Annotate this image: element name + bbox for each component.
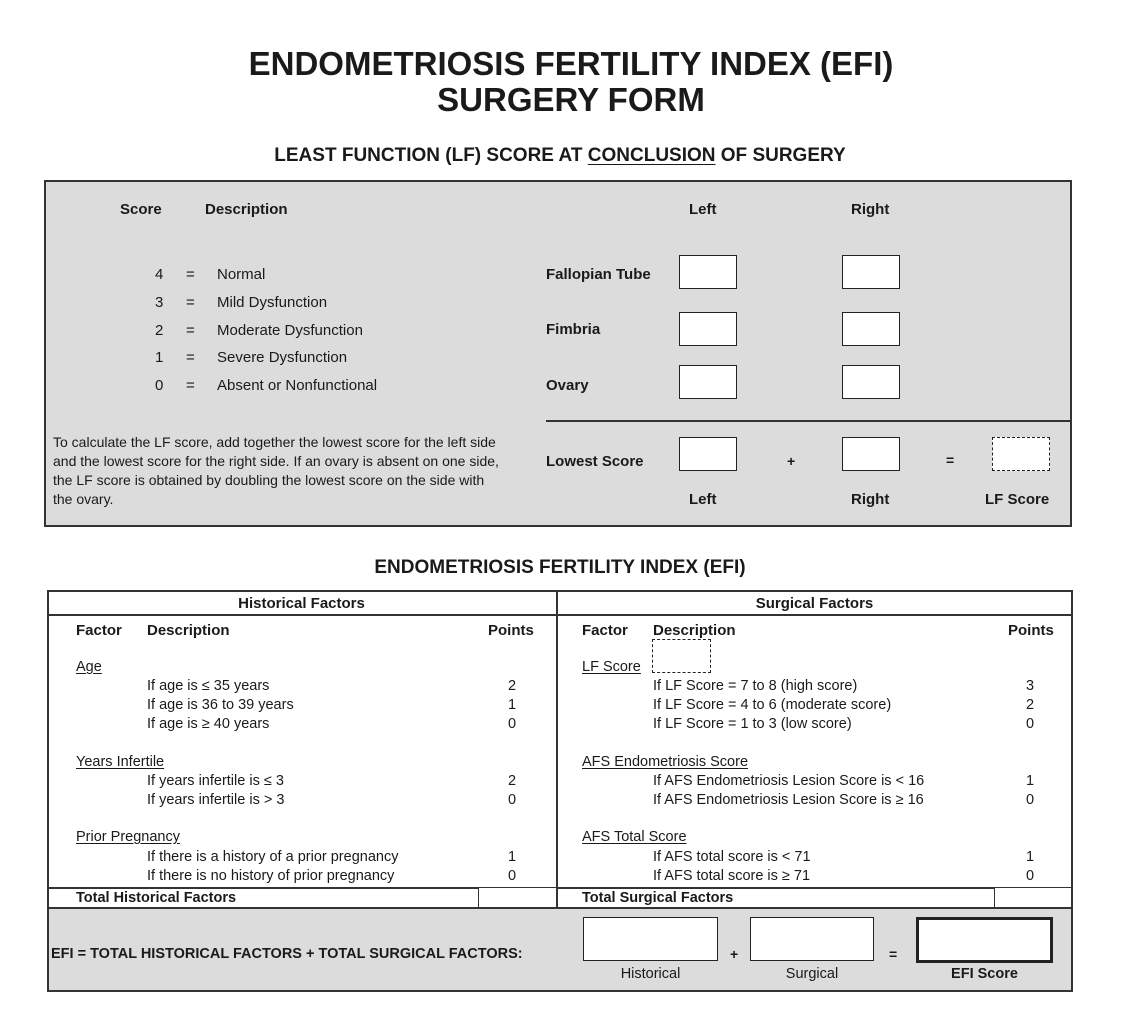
factor-prior-pregnancy: Prior Pregnancy [76,829,180,845]
factor-points: 2 [507,678,517,694]
lf-score-transfer-input[interactable] [652,639,711,673]
factor-lf-score: LF Score [582,659,641,675]
surgical-col-points: Points [1008,622,1054,639]
lf-score-caption: LF Score [985,491,1050,508]
scale-equals: = [186,266,195,283]
scale-description: Severe Dysfunction [217,349,348,366]
factor-description: If AFS total score is ≥ 71 [653,868,811,884]
lf-heading-before: LEAST FUNCTION (LF) SCORE AT [274,145,588,166]
fallopian-tube-right-input[interactable] [842,255,900,289]
form-title-line2: SURGERY FORM [437,81,705,118]
scale-score: 1 [155,349,164,366]
total-surgical-label: Total Surgical Factors [582,890,734,906]
factor-description: If years infertile is > 3 [147,792,285,808]
ovary-right-input[interactable] [842,365,900,399]
ovary-left-input[interactable] [679,365,737,399]
lf-score-result-input[interactable] [992,437,1050,471]
factor-points: 0 [507,716,517,732]
row-label-fallopian-tube: Fallopian Tube [546,266,651,283]
factor-points: 0 [507,868,517,884]
factor-afs-total-score: AFS Total Score [582,829,687,845]
row-label-fimbria: Fimbria [546,321,601,338]
lf-col-left: Left [689,201,717,218]
efi-plus-sign: + [730,946,739,962]
lf-col-description: Description [205,201,288,218]
factor-description: If AFS Endometriosis Lesion Score is ≥ 16 [653,792,924,808]
scale-equals: = [186,377,195,394]
factor-points: 1 [1025,773,1035,789]
factor-description: If age is ≥ 40 years [147,716,270,732]
scale-equals: = [186,349,195,366]
total-historical-input[interactable] [478,888,556,907]
lowest-score-label: Lowest Score [546,453,644,470]
lowest-right-caption: Right [851,491,890,508]
scale-score: 4 [155,266,164,283]
lowest-score-left-input[interactable] [679,437,737,471]
equals-sign: = [946,452,955,468]
lf-divider [546,420,1072,422]
factor-description: If there is no history of prior pregnancy [147,868,395,884]
scale-description: Absent or Nonfunctional [217,377,378,394]
lf-section-heading [0,145,1120,167]
surgical-caption: Surgical [785,966,839,982]
historical-factors-title: Historical Factors [238,595,365,612]
factor-years-infertile: Years Infertile [76,754,165,770]
historical-col-description: Description [147,622,230,639]
total-surgical-input[interactable] [994,888,1071,907]
fimbria-left-input[interactable] [679,312,737,346]
factor-age: Age [76,659,102,675]
factor-points: 3 [1025,678,1035,694]
factor-points: 1 [1025,849,1035,865]
scale-score: 3 [155,294,164,311]
factor-points: 1 [507,697,517,713]
efi-total-rule-top [47,887,1073,889]
lf-col-score: Score [120,201,162,218]
fimbria-right-input[interactable] [842,312,900,346]
factor-description: If LF Score = 1 to 3 (low score) [653,716,852,732]
lowest-left-caption: Left [689,491,717,508]
efi-equals-sign: = [889,946,898,962]
scale-description: Moderate Dysfunction [217,322,363,339]
efi-header-rule [47,614,1073,616]
factor-description: If age is 36 to 39 years [147,697,294,713]
lf-col-right: Right [851,201,890,218]
efi-formula: EFI = TOTAL HISTORICAL FACTORS + TOTAL SURGICAL FACTORS: [51,946,523,962]
efi-column-divider [556,590,558,908]
historical-col-points: Points [488,622,534,639]
efi-score-caption: EFI Score [951,966,1018,982]
factor-description: If age is ≤ 35 years [147,678,270,694]
factor-points: 0 [1025,716,1035,732]
factor-points: 2 [1025,697,1035,713]
surgical-factors-title: Surgical Factors [755,595,874,612]
lf-heading-after: OF SURGERY [715,145,846,166]
lf-instructions: To calculate the LF score, add together the lowest score for the left side and the lowest score for the right side. If an ovary is absent on one side, the LF score is obtained by doubling the lowest score on the side with the ovary. [53,434,499,507]
plus-sign: + [787,453,796,469]
efi-section-heading: ENDOMETRIOSIS FERTILITY INDEX (EFI) [374,557,746,578]
factor-points: 2 [507,773,517,789]
factor-description: If years infertile is ≤ 3 [147,773,284,789]
scale-equals: = [186,322,195,339]
efi-surgical-input[interactable] [750,917,874,961]
historical-caption: Historical [620,966,681,982]
factor-description: If AFS Endometriosis Lesion Score is < 16 [653,773,925,789]
efi-historical-input[interactable] [583,917,718,961]
surgical-col-description: Description [653,622,736,639]
historical-col-factor: Factor [76,622,122,639]
factor-points: 0 [507,792,517,808]
factor-description: If LF Score = 4 to 6 (moderate score) [653,697,892,713]
total-historical-label: Total Historical Factors [76,890,237,906]
factor-afs-endometriosis-score: AFS Endometriosis Score [582,754,749,770]
lf-heading-underlined: CONCLUSION [587,145,716,166]
factor-description: If LF Score = 7 to 8 (high score) [653,678,858,694]
scale-score: 2 [155,322,164,339]
lowest-score-right-input[interactable] [842,437,900,471]
scale-description: Mild Dysfunction [217,294,328,311]
factor-points: 0 [1025,792,1035,808]
scale-equals: = [186,294,195,311]
form-title-line1: ENDOMETRIOSIS FERTILITY INDEX (EFI) [248,45,894,82]
factor-points: 1 [507,849,517,865]
row-label-ovary: Ovary [546,377,589,394]
surgical-col-factor: Factor [582,622,628,639]
efi-score-input[interactable] [916,917,1053,963]
factor-description: If AFS total score is < 71 [653,849,811,865]
scale-description: Normal [217,266,266,283]
factor-description: If there is a history of a prior pregnancy [147,849,399,865]
factor-points: 0 [1025,868,1035,884]
fallopian-tube-left-input[interactable] [679,255,737,289]
scale-score: 0 [155,377,164,394]
